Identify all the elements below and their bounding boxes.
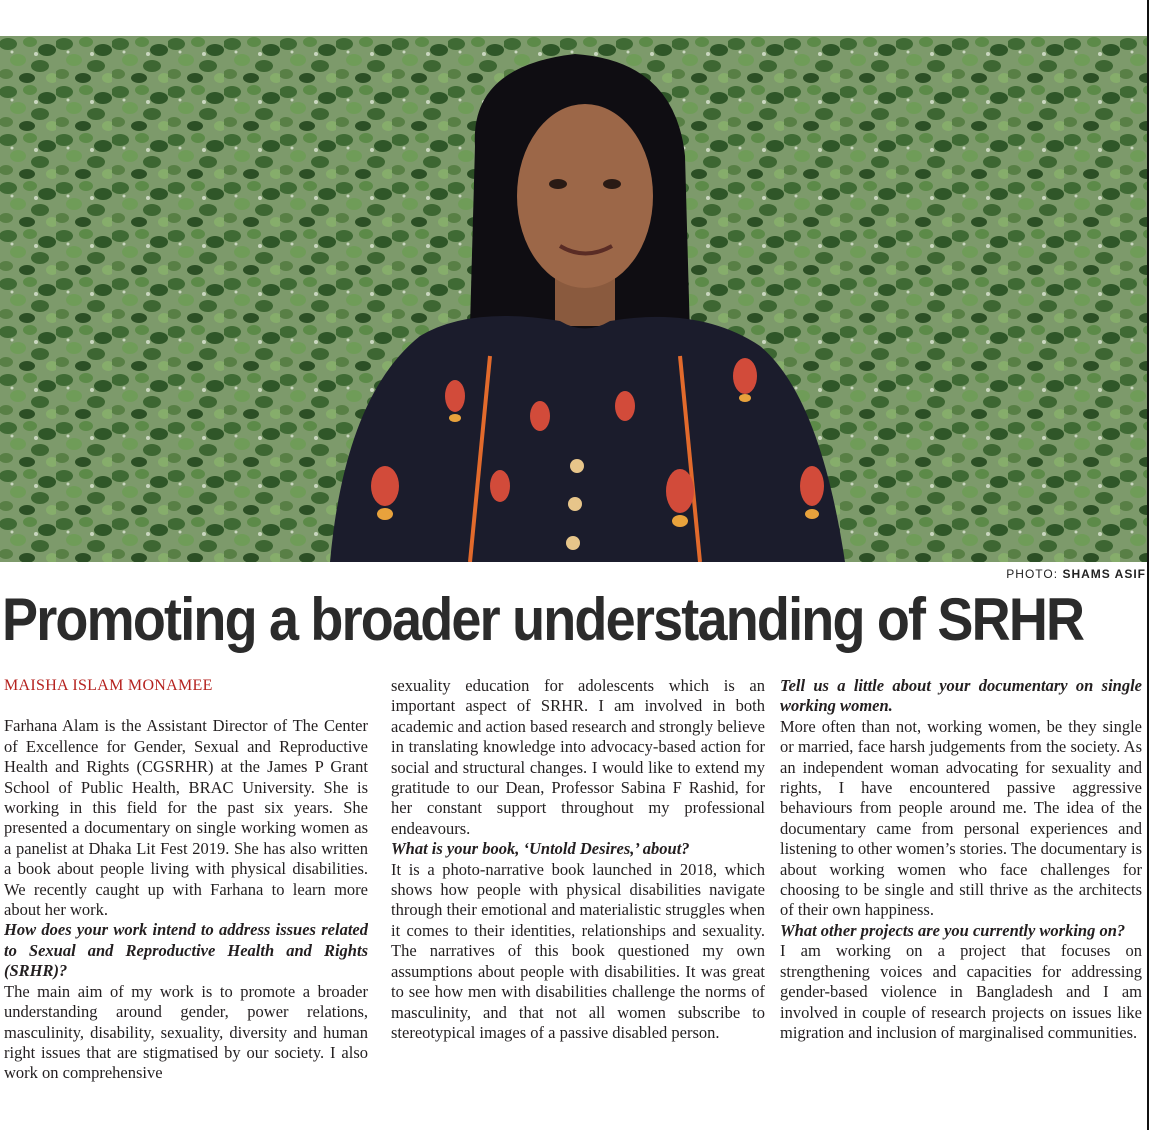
answer-1-part-2: sexuality education for adolescents which is an important aspect of SRHR. I am involved in both academic and action based research and strongly believe in translating knowledge into advocacy-based action for social and structural changes. I would like to extend my gratitude to our Dean, Professor Sabina F Rashid, for her constant support throughout my professional endeavours. bbox=[391, 676, 765, 838]
portrait-photo bbox=[0, 36, 1147, 562]
answer-4: I am working on a project that focuses on strengthening voices and capacities for addressing gender-based violence in Bangladesh and I am involved in couple of research projects on issues like migration and inclusion of marginalised communities. bbox=[780, 941, 1142, 1042]
byline: MAISHA ISLAM MONAMEE bbox=[4, 677, 213, 694]
photo-credit-label: PHOTO: bbox=[1006, 567, 1059, 581]
page-edge-rule bbox=[1147, 0, 1162, 1130]
article-column-3 bbox=[780, 676, 1142, 1116]
intro-paragraph: Farhana Alam is the Assistant Director of The Center of Excellence for Gender, Sexual and Reproductive Health and Rights (CGSRHR) at the James P Grant School of Public Health, BRAC University. She is working in this field for the past six years. She presented a documentary on single working women as a panelist at Dhaka Lit Fest 2019. She has also written a book about people living with physical disabilities. We recently caught up with Farhana to learn more about her work. bbox=[4, 716, 368, 920]
photo-credit-name: SHAMS ASIF bbox=[1062, 567, 1146, 581]
question-1: How does your work intend to address issues related to Sexual and Reproductive Health and Rights (SRHR)? bbox=[4, 920, 368, 981]
question-3: Tell us a little about your documentary on single working women. bbox=[780, 676, 1142, 716]
headline: Promoting a broader understanding of SRHR bbox=[2, 586, 1084, 653]
answer-3: More often than not, working women, be they single or married, face harsh judgements from the society. As an independent woman advocating for sexuality and rights, I have encountered passive aggressive behaviours from people around me. The idea of the documentary came from personal experiences and listening to other women’s stories. The documentary is about working women who face challenges for choosing to be single and still thrive as the architects of their own happiness. bbox=[780, 716, 1142, 920]
question-2: What is your book, ‘Untold Desires,’ about? bbox=[391, 839, 690, 859]
photo-credit bbox=[1006, 567, 1146, 581]
answer-1-part-1: The main aim of my work is to promote a broader understanding around gender, power relations, masculinity, disability, sexuality, diversity and human right issues that are stigmatised by our society. I also work on comprehensive bbox=[4, 981, 368, 1083]
answer-2: It is a photo-narrative book launched in 2018, which shows how people with physical disabilities navigate through their emotional and materialistic struggles when it comes to their identities, relationships and sexuality. The narratives of this book questioned my own assumptions about people with disabilities. It was great to see how men with disabilities challenge the norms of masculinity, and that not all women subscribe to stereotypical images of a passive disabled person. bbox=[391, 859, 765, 1042]
article-column-1 bbox=[4, 676, 368, 1116]
question-4: What other projects are you currently working on? bbox=[780, 920, 1126, 940]
article-column-2 bbox=[391, 676, 765, 1116]
